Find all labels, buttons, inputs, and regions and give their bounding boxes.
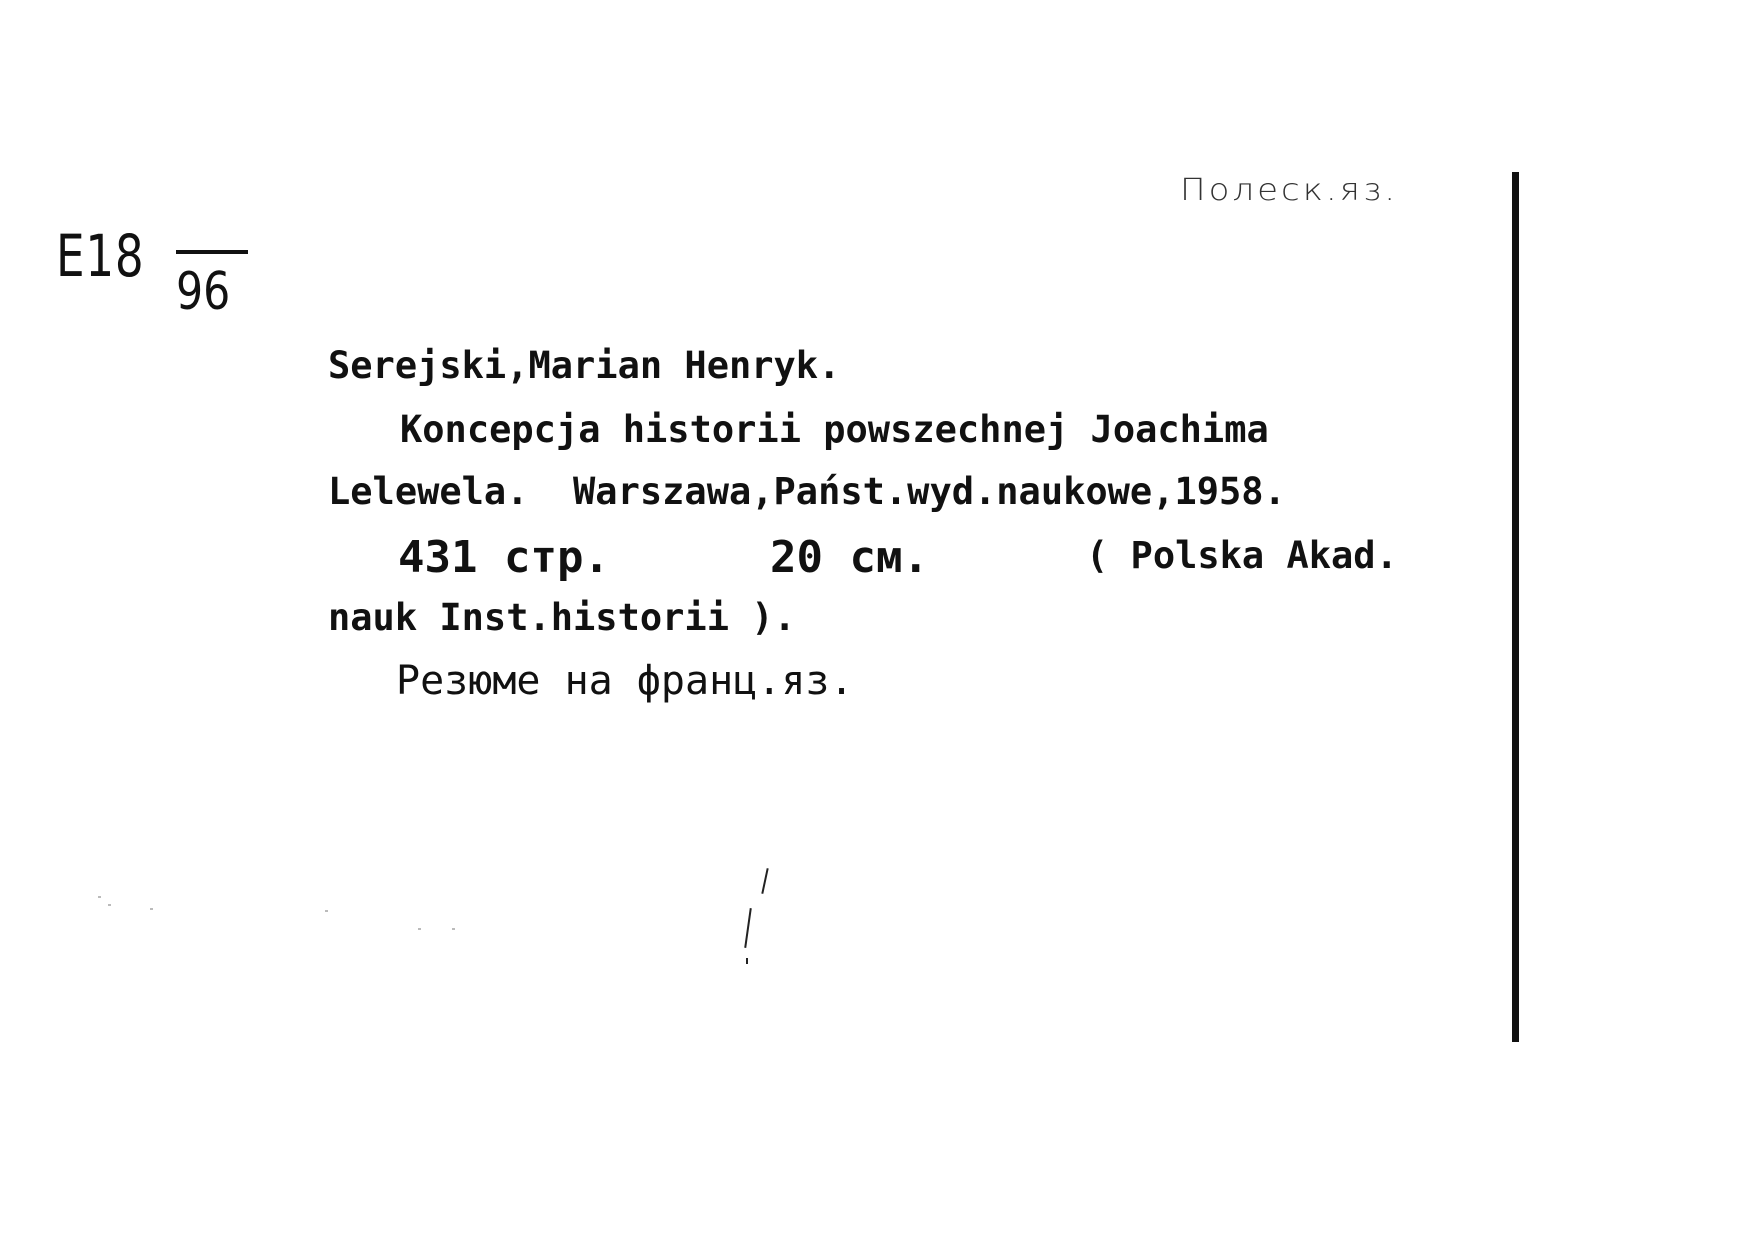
pencil-mark — [746, 958, 748, 964]
scan-speck — [150, 908, 153, 910]
author-heading: Serejski,Marian Henryk. — [328, 344, 841, 387]
pencil-mark — [761, 868, 768, 894]
imprint-line: Lelewela. Warszawa,Państ.wyd.naukowe,1958. — [328, 470, 1286, 513]
series-statement-cont: nauk Inst.historii ). — [328, 596, 796, 639]
pencil-mark — [744, 908, 752, 948]
summary-note: Резюме на франц.яз. — [396, 658, 854, 704]
handwritten-note: Полеск.яз. — [1180, 172, 1399, 208]
scan-speck — [108, 904, 111, 906]
shelfmark-number: 96 — [176, 262, 231, 322]
card-right-rule — [1512, 172, 1519, 1042]
shelfmark-fraction-bar — [176, 250, 248, 254]
scan-speck — [418, 928, 421, 930]
scan-speck — [452, 928, 455, 930]
scan-speck — [98, 896, 101, 898]
pagination: 431 стр. — [398, 532, 610, 583]
dimensions: 20 см. — [770, 532, 929, 583]
title-line-1: Koncepcja historii powszechnej Joachima — [400, 408, 1269, 451]
series-statement: ( Polska Akad. — [1086, 534, 1398, 577]
shelfmark-main: E18 — [56, 222, 145, 290]
scan-speck — [325, 910, 328, 912]
